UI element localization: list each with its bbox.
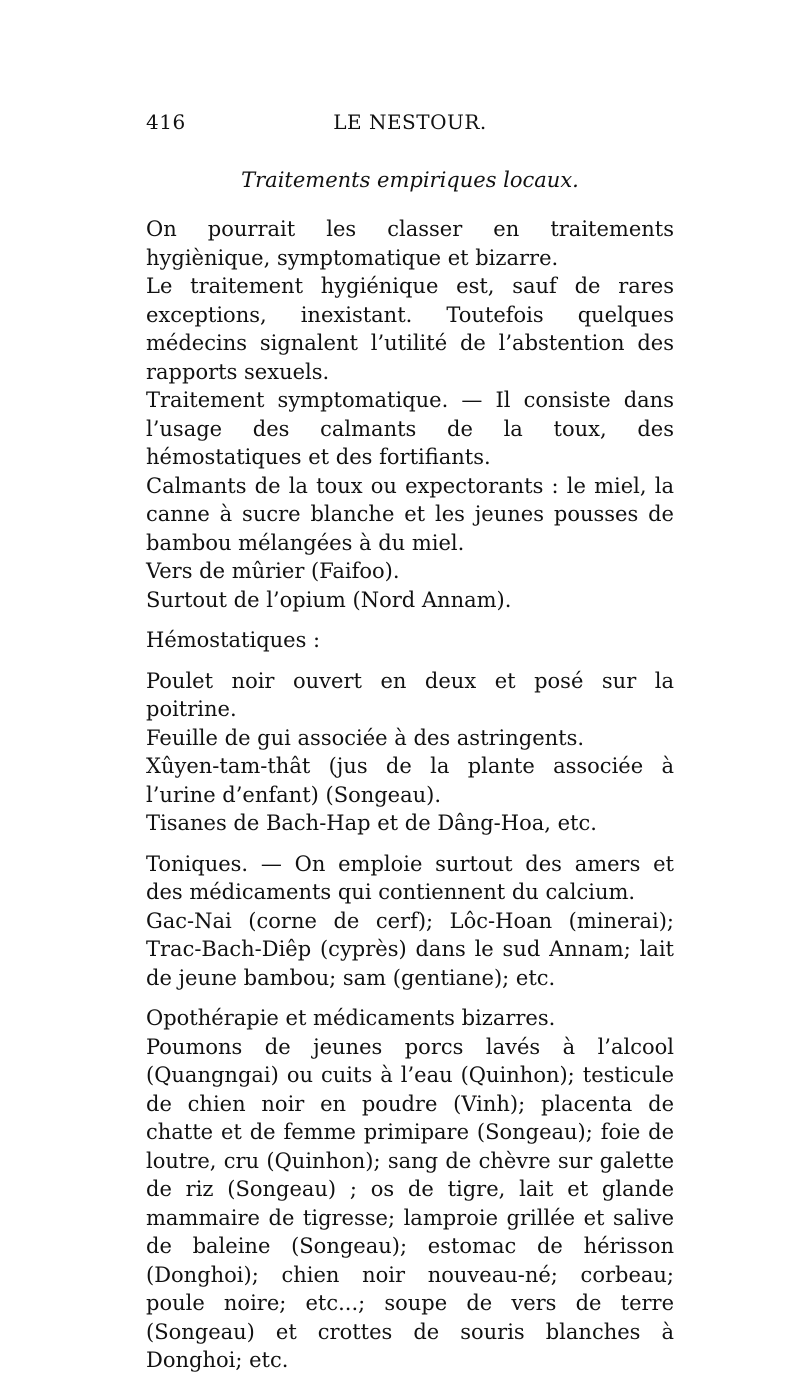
running-head (146, 110, 674, 140)
paragraph-tisanes: Tisanes de Bach-Hap et de Dâng-Hoa, etc. (146, 811, 597, 835)
paragraph-opotherapy-heading: Opothérapie et médicaments bizarres. (146, 1006, 556, 1030)
paragraph-xuyen-tam-that: Xûyen-tam-thât (jus de la plante associée à l’urine d’enfant) (Songeau). (146, 754, 674, 807)
running-title: LE NESTOUR. (333, 110, 487, 134)
paragraph-hemostatics-heading: Hémostatiques : (146, 628, 321, 652)
paragraph-tonics: Toniques. — On emploie surtout des amers et des médicaments qui contiennent du calcium. (146, 851, 674, 904)
body-text (146, 215, 674, 1375)
paragraph-bizarre-list: Poumons de jeunes porcs lavés à l’alcool (Quangngai) ou cuits à l’eau (Quinhon); testicule de chien noir en poudre (Vinh); placenta de chatte et de femme primipare (Songeau); foie de loutre, cru (Quinhon); sang de chèvre sur galette de riz (Songeau) ; os de tigre, lait et glande mammaire de tigresse; lamproie grillée et salive de baleine (Songeau); estomac de hérisson (Donghoi); chien noir nouveau-né; corbeau; poule noire; etc...; soupe de vers de terre (Songeau) et crottes de souris blanches à Donghoi; etc. (146, 1034, 674, 1372)
paragraph-mistletoe: Feuille de gui associée à des astringents. (146, 725, 585, 750)
section-title: Traitements empiriques locaux. (241, 168, 579, 192)
paragraph-opium: Surtout de l’opium (Nord Annam). (146, 587, 512, 612)
paragraph-black-chicken: Poulet noir ouvert en deux et posé sur la poitrine. (146, 668, 674, 721)
paragraph-classification: On pourrait les classer en traitements hygiènique, symptomatique et bizarre. (146, 217, 674, 270)
paragraph-tonic-list: Gac-Nai (corne de cerf); Lôc-Hoan (minerai); Trac-Bach-Diêp (cyprès) dans le sud Annam; lait de jeune bambou; sam (gentiane); etc. (146, 908, 674, 990)
paragraph-silkworm: Vers de mûrier (Faifoo). (146, 559, 400, 583)
page-number: 416 (146, 110, 186, 134)
paragraph-symptomatic: Traitement symptomatique. — Il consiste dans l’usage des calmants de la toux, des hémostatiques et des fortifiants. (146, 388, 674, 469)
paragraph-expectorants: Calmants de la toux ou expectorants : le miel, la canne à sucre blanche et les jeunes pousses de bambou mélangées à du miel. (146, 473, 674, 555)
paragraph-hygienic: Le traitement hygiénique est, sauf de rares exceptions, inexistant. Toutefois quelques médecins signalent l’utilité de l’abstention des rapports sexuels. (146, 274, 674, 384)
